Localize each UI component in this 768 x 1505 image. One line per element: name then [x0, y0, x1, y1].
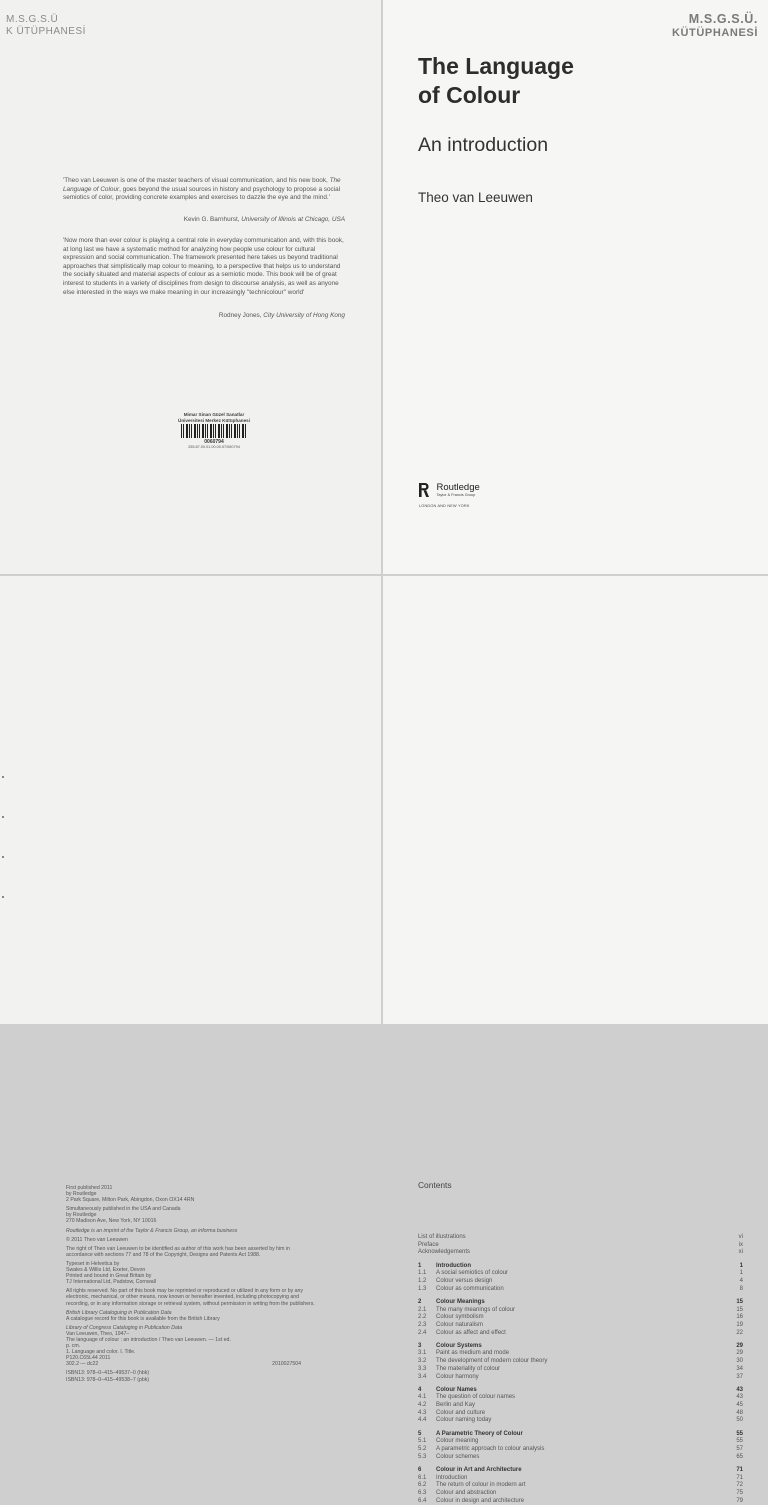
library-header [672, 12, 758, 40]
review-quote-2: 'Now more than ever colour is playing a central role in everyday communication and, with this book, at long last we have a systematic method for analyzing how people use colour for cultural expression and social communication. The framework presented here takes us beyond traditional approaches that simplistically map colour to meaning, to a perspective that helps us to understand the socially situated and material aspects of colour as a semiotic mode. This book will be of great interest to students in a variety of disciplines from design to discourse analysis, as well as anyone else interested in the ways we make meaning in our increasingly "technicolour" world' [63, 237, 344, 296]
quote-1-part-2: , goes beyond the usual sources in history and psychology to propose a social semiotics of color, providing concrete examples and exercises to dazzle the eye and the mind.' [63, 185, 341, 202]
toc-page-number: 8 [739, 1285, 743, 1292]
toc-section-title: Colour schemes [436, 1453, 480, 1460]
reviewer-name-2: Rodney Jones, [218, 312, 264, 319]
toc-page-number: 72 [736, 1482, 743, 1489]
reviewer-institution-2: City University of Hong Kong [263, 312, 345, 319]
toc-page-number: xi [738, 1249, 743, 1256]
publisher-name: Routledge [436, 482, 480, 493]
toc-section-number: 5.1 [418, 1438, 427, 1445]
toc-section-title: Colour symbolism [436, 1314, 484, 1321]
imprint-line: First published 2011 [66, 1185, 113, 1191]
barcode-small-code: 255.87.00.01.00.00.57/060794 [188, 445, 240, 450]
toc-page-number: vi [738, 1234, 743, 1240]
toc-chapter-number: 6 [418, 1466, 422, 1473]
toc-page-number: 19 [736, 1321, 743, 1328]
quote-1-book-title: The Language of Colour [63, 177, 341, 193]
toc-chapter-title: Colour Systems [436, 1342, 482, 1349]
toc-page-number: 79 [736, 1497, 743, 1504]
toc-page-number: 55 [736, 1430, 743, 1437]
toc-section-title: Colour meaning [436, 1438, 479, 1445]
toc-section-row [418, 1410, 758, 1418]
imprint-line: © 2011 Theo van Leeuwen [66, 1236, 128, 1243]
toc-section-title: Colour in design and architecture [436, 1497, 525, 1504]
imprint-line: All rights reserved. No part of this book may be reprinted or reproduced or utilized in any form or by any electronic, mechanical, or other means, now known or hereafter invented, including photocopying and recording, or in any information storage or retrieval system, without permission in writing from the publishers. [66, 1288, 315, 1307]
imprint-paragraph [66, 1246, 316, 1258]
toc-entry-title: List of illustrations [418, 1234, 466, 1240]
imprint-line: British Library Cataloguing in Publication Data [66, 1309, 172, 1316]
toc-section-number: 5.3 [418, 1453, 427, 1460]
toc-section-title: Colour versus design [436, 1277, 493, 1284]
toc-chapter-row [418, 1263, 758, 1271]
toc-page-number: 1 [739, 1262, 743, 1269]
toc-section-row [418, 1490, 758, 1498]
library-name-line-2: KÜTÜPHANESİ [671, 27, 758, 39]
toc-section-number: 1.1 [418, 1270, 427, 1277]
toc-section-number: 4.1 [418, 1394, 427, 1401]
imprint-line: Routledge is an imprint of the Taylor & Francis Group, an informa business [66, 1227, 238, 1234]
toc-page-number: 65 [736, 1453, 743, 1460]
toc-front-matter-row [418, 1249, 758, 1257]
imprint-page [0, 576, 381, 1383]
toc-section-number: 1.2 [418, 1277, 427, 1284]
book-subtitle: An introduction [418, 134, 549, 156]
toc-section-number: 2.3 [418, 1321, 427, 1328]
toc-section-row [418, 1307, 758, 1315]
toc-section-title: A parametric approach to colour analysis [436, 1446, 545, 1452]
imprint-line: P120.C65L44 2011 [66, 1355, 111, 1362]
toc-section-number: 5.2 [418, 1446, 427, 1452]
imprint-paragraph [66, 1288, 316, 1306]
barcode-bars [181, 424, 247, 438]
toc-chapter-number: 4 [418, 1386, 422, 1393]
toc-section-title: Colour naming today [436, 1417, 492, 1424]
toc-page-number: 29 [736, 1350, 743, 1357]
toc-section-title: The return of colour in modern art [436, 1482, 526, 1489]
toc-chapter-row [418, 1299, 758, 1307]
toc-section-number: 6.4 [418, 1497, 427, 1504]
toc-section-row [418, 1446, 758, 1454]
toc-section-title: Paint as medium and mode [436, 1350, 510, 1357]
routledge-logo-icon [419, 483, 429, 497]
toc-page-number: 55 [736, 1438, 743, 1445]
toc-section-row [418, 1402, 758, 1410]
toc-page-number: 15 [736, 1306, 743, 1313]
toc-page-number: ix [738, 1241, 743, 1248]
toc-section-row [418, 1498, 758, 1505]
imprint-line: ISBN13: 978–0–415–49538–7 (pbk) [66, 1376, 150, 1383]
toc-section-row [418, 1330, 758, 1338]
toc-section-title: Colour and culture [436, 1409, 486, 1416]
toc-section-title: The question of colour names [436, 1394, 516, 1401]
imprint-line: ISBN13: 978–0–415–49537–0 (hbk) [66, 1370, 150, 1377]
toc-section-row [418, 1350, 758, 1358]
imprint-paragraph [66, 1237, 316, 1243]
table-of-contents [418, 1234, 758, 1505]
imprint-line: The right of Theo van Leeuwen to be identified as author of this work has been asserted by him in accordance with sections 77 and 78 of the Copyright, Designs and Patents Act 1988. [66, 1245, 290, 1258]
toc-chapter-row [418, 1467, 758, 1475]
imprint-paragraph [66, 1261, 316, 1285]
publisher-block [419, 483, 480, 508]
toc-page-number: 43 [736, 1386, 743, 1393]
imprint-line: by Routledge [66, 1212, 97, 1219]
imprint-line [66, 1361, 301, 1367]
imprint-line: Library of Congress Cataloging in Publication Data [66, 1324, 183, 1331]
toc-page-number: 71 [736, 1474, 743, 1481]
toc-chapter-row [418, 1343, 758, 1351]
toc-section-number: 3.2 [418, 1358, 427, 1365]
publisher-cities: LONDON AND NEW YORK [419, 504, 470, 508]
contents-page [383, 576, 768, 1504]
toc-section-row [418, 1286, 758, 1294]
imprint-paragraph [66, 1185, 316, 1203]
toc-page-number: 29 [736, 1342, 743, 1349]
stamp-line-1: M.S.G.S.Ü [6, 14, 59, 25]
imprint-paragraph [66, 1370, 316, 1382]
publisher-group: Taylor & Francis Group [436, 493, 476, 497]
toc-section-number: 2.1 [418, 1306, 427, 1313]
toc-page-number: 22 [736, 1329, 743, 1336]
toc-page-number: 30 [736, 1358, 743, 1365]
toc-section-number: 3.1 [418, 1350, 427, 1357]
imprint-line: Van Leeuwen, Theo, 1947– [66, 1330, 130, 1337]
quote-1-part-1: 'Theo van Leeuwen is one of the master teachers of visual communication, and his new book, [63, 177, 330, 184]
toc-page-number: 45 [736, 1402, 743, 1409]
toc-chapter-title: Colour Names [436, 1386, 477, 1393]
review-quote-1 [63, 177, 346, 203]
toc-section-title: Colour as communication [436, 1285, 504, 1292]
toc-section-number: 4.3 [418, 1409, 427, 1416]
toc-section-row [418, 1482, 758, 1490]
toc-section-number: 6.1 [418, 1474, 427, 1481]
toc-section-row [418, 1270, 758, 1278]
toc-section-row [418, 1322, 758, 1330]
toc-section-title: Colour naturalism [436, 1321, 484, 1328]
toc-section-title: Berlin and Kay [436, 1402, 476, 1409]
toc-page-number: 71 [736, 1466, 743, 1473]
toc-chapter-title: A Parametric Theory of Colour [436, 1430, 523, 1437]
toc-section-title: A social semiotics of colour [436, 1270, 509, 1277]
imprint-paragraph [66, 1228, 316, 1234]
imprint-line: Printed and bound in Great Britain by [66, 1273, 152, 1280]
toc-front-matter-row [418, 1242, 758, 1250]
toc-section-number: 6.2 [418, 1482, 427, 1489]
toc-entry-title: Acknowledgements [418, 1249, 471, 1256]
imprint-line: Typeset in Helvetica by [66, 1260, 120, 1267]
toc-section-title: Colour and abstraction [436, 1489, 497, 1496]
toc-page-number: 34 [736, 1365, 743, 1372]
imprint-text [66, 1185, 316, 1386]
toc-section-title: Colour as affect and effect [436, 1329, 506, 1336]
toc-front-matter-row [418, 1234, 758, 1242]
toc-section-number: 6.3 [418, 1489, 427, 1496]
contents-heading: Contents [418, 1180, 452, 1190]
imprint-line: by Routledge [66, 1191, 97, 1198]
imprint-paragraph [66, 1325, 316, 1368]
stamp-line-2: K ÜTÜPHANESİ [6, 26, 86, 37]
toc-page-number: 50 [736, 1417, 743, 1424]
toc-chapter-number: 5 [418, 1430, 422, 1437]
toc-page-number: 57 [736, 1446, 743, 1452]
toc-chapter-number: 1 [418, 1262, 422, 1269]
toc-section-number: 4.4 [418, 1417, 427, 1424]
toc-chapter-title: Introduction [436, 1262, 471, 1269]
title-page [383, 0, 768, 574]
book-title [418, 52, 574, 110]
toc-section-row [418, 1314, 758, 1322]
library-barcode-label [158, 412, 270, 458]
imprint-line: p. cm. [66, 1343, 81, 1350]
toc-section-title: The materiality of colour [436, 1365, 501, 1372]
toc-page-number: 15 [736, 1298, 743, 1305]
reviewer-institution-1: University of Illinois at Chicago, USA [241, 216, 345, 223]
toc-section-row [418, 1374, 758, 1382]
toc-section-title: The many meanings of colour [436, 1306, 516, 1313]
toc-page-number: 16 [736, 1314, 743, 1321]
toc-section-row [418, 1358, 758, 1366]
book-author: Theo van Leeuwen [418, 190, 533, 205]
toc-page-number: 43 [736, 1394, 743, 1401]
publisher-name-block [436, 483, 479, 498]
barcode-line-1: Mimar Sinan Güzel Sanatlar [183, 412, 245, 417]
toc-entry-title: Preface [418, 1241, 439, 1248]
toc-section-title: Colour harmony [436, 1373, 479, 1380]
toc-section-row [418, 1438, 758, 1446]
reviewer-name-1: Kevin G. Barnhurst, [183, 216, 242, 223]
book-title-line-2: of Colour [418, 82, 521, 108]
toc-section-row [418, 1394, 758, 1402]
barcode-line-2: Üniversitesi Merkez Kütüphanesi [178, 417, 250, 423]
toc-chapter-row [418, 1387, 758, 1395]
toc-chapter-title: Colour in Art and Architecture [436, 1466, 522, 1473]
imprint-line: The language of colour : an introduction / Theo van Leeuwen. — 1st ed. [66, 1336, 231, 1343]
imprint-line: 1. Language and color. I. Title. [66, 1349, 136, 1356]
review-attribution-2 [45, 312, 345, 319]
toc-section-row [418, 1366, 758, 1374]
toc-section-number: 3.3 [418, 1365, 427, 1372]
toc-page-number: 75 [736, 1489, 743, 1496]
toc-section-number: 2.4 [418, 1329, 427, 1336]
toc-section-row [418, 1278, 758, 1286]
lccn-number: 2010027504 [272, 1361, 301, 1368]
toc-section-number: 3.4 [418, 1373, 427, 1380]
toc-chapter-number: 3 [418, 1342, 422, 1349]
toc-section-number: 1.3 [418, 1285, 427, 1292]
imprint-line: Simultaneously published in the USA and Canada [66, 1206, 181, 1213]
toc-page-number: 1 [739, 1270, 743, 1277]
imprint-paragraph [66, 1310, 316, 1322]
toc-section-row [418, 1417, 758, 1425]
toc-page-number: 48 [736, 1409, 743, 1416]
toc-page-number: 4 [739, 1277, 743, 1284]
dewey-class: 302.2 — dc22 [66, 1361, 99, 1368]
back-cover-page [0, 0, 381, 574]
imprint-line: Swales & Willis Ltd, Exeter, Devon [66, 1267, 146, 1274]
toc-chapter-number: 2 [418, 1298, 422, 1305]
review-attribution-1 [45, 216, 345, 223]
imprint-paragraph [66, 1206, 316, 1224]
toc-section-row [418, 1454, 758, 1462]
barcode-number: 0060794 [204, 439, 224, 446]
toc-section-number: 2.2 [418, 1314, 427, 1321]
toc-section-row [418, 1475, 758, 1483]
toc-page-number: 37 [736, 1373, 743, 1380]
toc-chapter-row [418, 1431, 758, 1439]
book-title-line-1: The Language [418, 53, 574, 79]
imprint-line: TJ International Ltd, Padstow, Cornwall [66, 1279, 156, 1286]
imprint-line: A catalogue record for this book is available from the British Library [66, 1315, 220, 1322]
binding-marks [2, 776, 6, 936]
library-stamp [6, 14, 86, 38]
toc-section-number: 4.2 [418, 1402, 427, 1409]
toc-chapter-title: Colour Meanings [436, 1298, 485, 1305]
library-name-line-1: M.S.G.S.Ü. [688, 12, 758, 26]
imprint-line: 2 Park Square, Milton Park, Abingdon, Oxon OX14 4RN [66, 1197, 195, 1204]
toc-section-title: The development of modern colour theory [436, 1358, 548, 1365]
toc-section-title: Introduction [436, 1474, 468, 1481]
imprint-line: 270 Madison Ave, New York, NY 10016 [66, 1218, 157, 1225]
